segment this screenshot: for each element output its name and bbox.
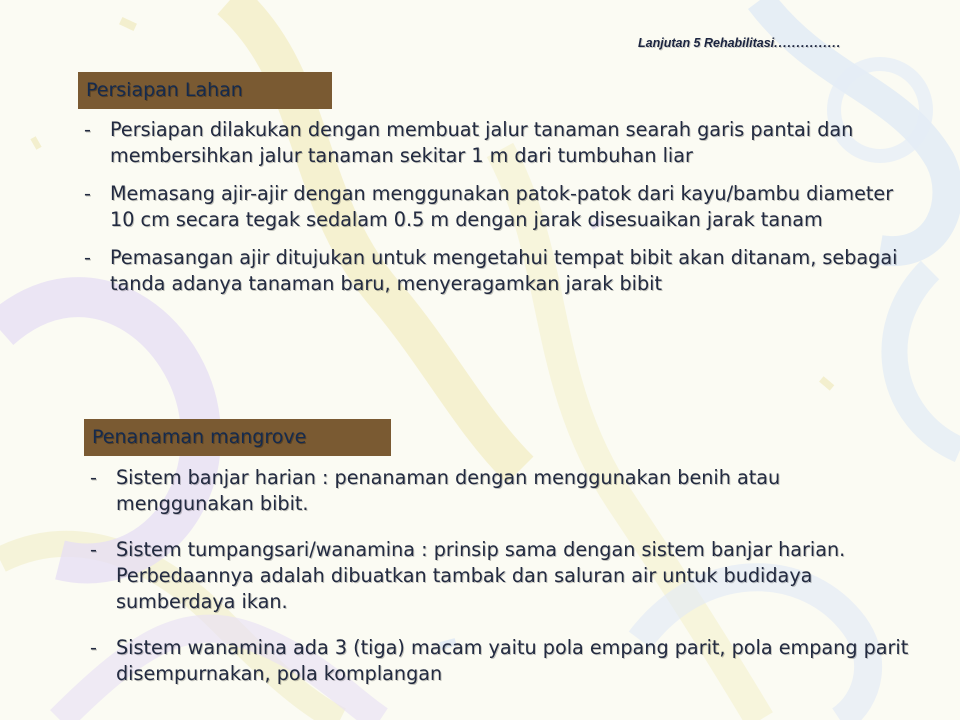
list-item (84, 181, 914, 233)
section-title-persiapan-lahan: Persiapan Lahan (78, 72, 332, 109)
bullet-dash: - (84, 118, 91, 141)
bullet-dash: - (84, 246, 91, 269)
list-item-text: Sistem banjar harian : penanaman dengan menggunakan benih atau menggunakan bibit. (116, 466, 781, 515)
penanaman-mangrove-list (90, 465, 910, 707)
bullet-dash: - (84, 182, 91, 205)
bullet-dash: - (90, 538, 97, 561)
slide-header (638, 36, 841, 50)
list-item (90, 537, 910, 615)
slide-header-dots: ............... (774, 36, 842, 50)
list-item-text: Memasang ajir-ajir dengan menggunakan patok-patok dari kayu/bambu diameter 10 cm secara tegak sedalam 0.5 m dengan jarak disesuaikan jarak tanam (110, 182, 894, 231)
list-item (90, 465, 910, 517)
list-item (84, 245, 914, 297)
list-item (90, 635, 910, 687)
bullet-dash: - (90, 636, 97, 659)
bullet-dash: - (90, 466, 97, 489)
list-item (84, 117, 914, 169)
section-title-penanaman-mangrove: Penanaman mangrove (84, 419, 391, 456)
list-item-text: Pemasangan ajir ditujukan untuk mengetahui tempat bibit akan ditanam, sebagai tanda adanya tanaman baru, menyeragamkan jarak bibit (110, 246, 898, 295)
slide-header-title: Lanjutan 5 Rehabilitasi (638, 36, 775, 50)
list-item-text: Sistem wanamina ada 3 (tiga) macam yaitu pola empang parit, pola empang parit disempurnakan, pola komplangan (116, 636, 909, 685)
persiapan-lahan-list (84, 117, 914, 309)
list-item-text: Sistem tumpangsari/wanamina : prinsip sama dengan sistem banjar harian. Perbedaannya adalah dibuatkan tambak dan saluran air untuk budidaya sumberdaya ikan. (116, 538, 846, 613)
list-item-text: Persiapan dilakukan dengan membuat jalur tanaman searah garis pantai dan membersihkan jalur tanaman sekitar 1 m dari tumbuhan liar (110, 118, 854, 167)
